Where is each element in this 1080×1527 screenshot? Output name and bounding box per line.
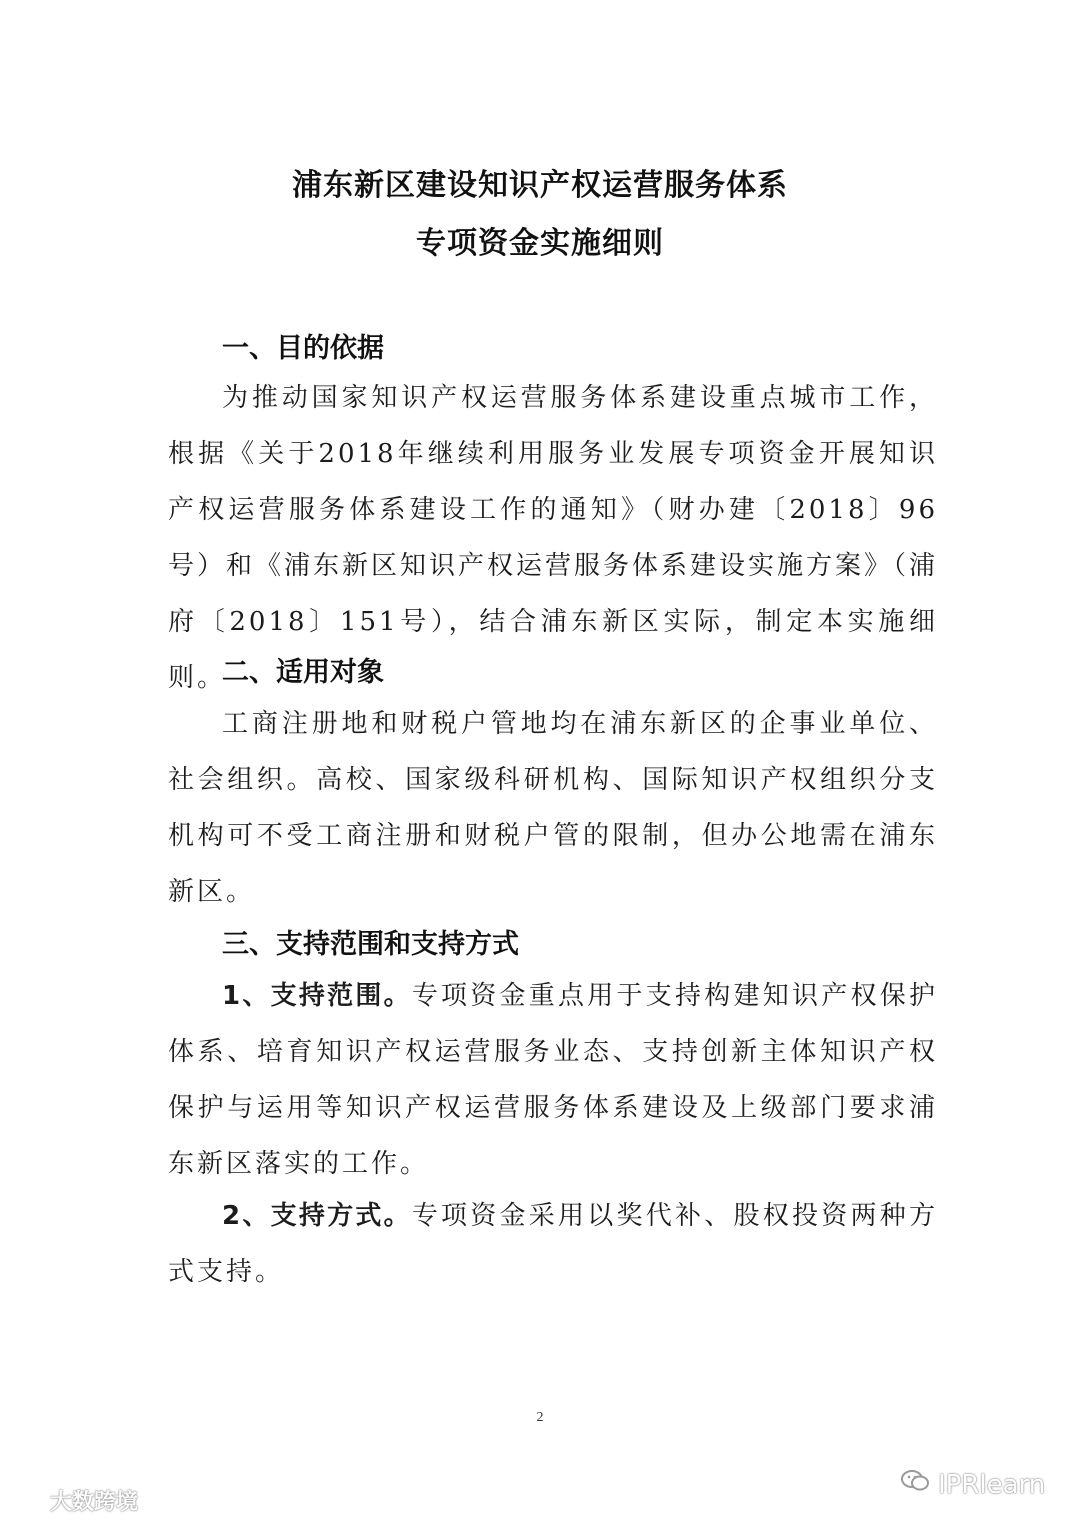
section-3-paragraph-1-lead: 1、支持范围。: [222, 981, 412, 1011]
section-3-paragraph-1-text: 专项资金重点用于支持构建知识产权保护体系、培育知识产权运营服务业态、支持创新主体知识产权保护与运用等知识产权运营服务体系建设及上级部门要求浦东新区落实的工作。: [168, 981, 938, 1179]
document-title-line-1: 浦东新区建设知识产权运营服务体系: [292, 168, 788, 203]
section-3-paragraph-2: [168, 1188, 938, 1300]
section-3-paragraph-2-text: 专项资金采用以奖代补、股权投资两种方式支持。: [168, 1201, 938, 1287]
watermark-right: [900, 1468, 1045, 1501]
chat-bubble-icon: [18, 1487, 44, 1515]
document-title-line-2: 专项资金实施细则: [416, 226, 664, 261]
section-2-heading: 二、适用对象: [222, 657, 384, 688]
watermark-left-text: 大数跨境: [50, 1490, 139, 1515]
section-1-heading: 一、目的依据: [222, 333, 384, 364]
section-3-heading: 三、支持范围和支持方式: [222, 929, 519, 960]
watermark-right-text: IPRlearn: [938, 1469, 1046, 1500]
section-3-paragraph-2-lead: 2、支持方式。: [222, 1201, 412, 1231]
section-3-paragraph-1: [168, 968, 938, 1192]
watermark-left: [18, 1485, 138, 1516]
wechat-icon: [900, 1468, 930, 1501]
page-number: 2: [536, 1410, 544, 1425]
section-2-body: 工商注册地和财税户管地均在浦东新区的企事业单位、社会组织。高校、国家级科研机构、国际知识产权组织分支机构可不受工商注册和财税户管的限制，但办公地需在浦东新区。: [168, 709, 938, 907]
section-1-body: 为推动国家知识产权运营服务体系建设重点城市工作，根据《关于2018年继续利用服务业发展专项资金开展知识产权运营服务体系建设工作的通知》（财办建〔2018〕96号）和《浦东新区知识产权运营服务体系建设实施方案》（浦府〔2018〕151号），结合浦东新区实际，制定本实施细则。: [168, 383, 939, 693]
